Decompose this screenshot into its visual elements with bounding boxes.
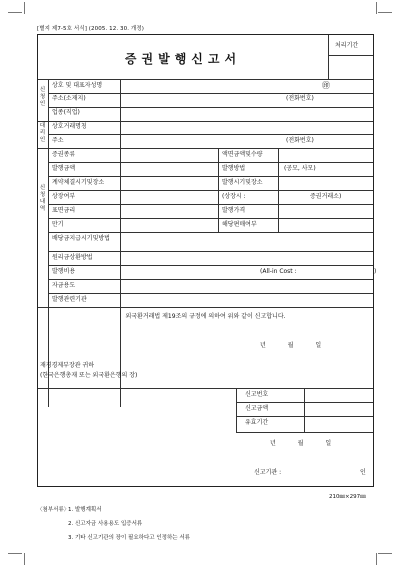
seal-mark: ㊞: [322, 81, 330, 90]
form-title: 증권발행신고서: [124, 52, 242, 66]
crop-mark-bl-v: [24, 553, 25, 565]
statement-text: 외국환거래법 제19조의 규정에 의하여 위와 같이 신고합니다.: [125, 313, 286, 320]
issue-method-label: 발행방법: [222, 165, 246, 172]
row-coupon-label: 표면금리: [52, 207, 76, 214]
addressee-note: (한국은행총재 또는 외국환은행의 장): [40, 372, 138, 379]
details-group-label: 신청내역: [39, 185, 46, 212]
row-contract-date-label: 계약체결시기및장소: [52, 179, 105, 186]
attachment-item: 1. 발행계획서: [68, 507, 102, 513]
crop-mark-bl-h: [8, 553, 22, 554]
all-in-cost-label: (All-in Cost :: [260, 268, 297, 275]
row-name-label: 상호 및 대표자성명: [52, 82, 103, 89]
row-usage-label: 자금용도: [52, 282, 76, 289]
report-no-label: 신고번호: [245, 391, 269, 398]
listing-value-suffix: 증권거래소): [310, 193, 342, 200]
issue-method-value: (공모, 사모): [284, 165, 316, 172]
row-address-label: 주소(소재지): [52, 95, 86, 102]
attachment-item: 3. 기타 신고기관의 장이 필요하다고 인정하는 서류: [68, 535, 190, 541]
row-business-label: 업종(직업): [52, 109, 80, 116]
row-institution-label: 발행관련기관: [52, 296, 87, 303]
issue-price-label: 발행가격: [222, 207, 246, 214]
paper-size-note: 210㎜×297㎜: [329, 494, 366, 500]
row-agent-address-label: 주소: [52, 137, 64, 144]
face-amount-label: 액면금액및수량: [222, 151, 263, 158]
attachment-item: 2. 신고자금 사용용도 입증서류: [68, 521, 143, 527]
valid-period-label: 유효기간: [245, 419, 269, 426]
phone-label-2: (전화번호): [286, 137, 314, 144]
agent-group-label: 대리인: [39, 123, 46, 143]
row-repayment-label: 원리금상환방법: [52, 254, 93, 261]
crop-mark-tr-v: [376, 2, 377, 14]
crop-mark-tl-v: [24, 2, 25, 14]
agency-label: 신고기관 :: [254, 469, 282, 476]
listing-value-prefix: (상장시 :: [222, 193, 246, 200]
row-type-label: 증권종류: [52, 151, 76, 158]
row-dividend-label: 배당금지급시기및방법: [52, 235, 110, 242]
processing-period-label: 처리기간: [335, 42, 359, 49]
issue-date-label: 발행시기및장소: [222, 179, 263, 186]
row-agent-name-label: 상호거래명칭: [52, 123, 87, 130]
phone-label-1: (전화번호): [286, 95, 314, 102]
row-maturity-label: 만기: [52, 221, 64, 228]
addressee: 재경경제부장관 귀하: [40, 362, 95, 369]
approval-date: 년 월 일: [270, 440, 342, 447]
report-amount-label: 신고금액: [245, 405, 269, 412]
crop-mark-br-v: [376, 553, 377, 565]
agency-seal: 인: [360, 469, 366, 476]
crop-mark-tl-h: [8, 12, 22, 13]
row-amount-label: 발행금액: [52, 165, 76, 172]
all-in-cost-close: ): [374, 268, 377, 275]
form-header-note: [별지 제7-5호 서식] (2005. 12. 30. 개정): [37, 26, 144, 32]
overseas-label: 해당편매여부: [222, 221, 257, 228]
attachments-label: 〈첨부서류〉: [37, 507, 70, 513]
row-listing-label: 상장여부: [52, 193, 76, 200]
crop-mark-tr-h: [378, 12, 392, 13]
applicant-group-label: 신청인: [39, 87, 46, 107]
report-form: [37, 34, 377, 487]
row-cost-label: 발행비용: [52, 268, 76, 275]
crop-mark-br-h: [378, 553, 392, 554]
statement-date: 년 월 일: [260, 342, 332, 349]
